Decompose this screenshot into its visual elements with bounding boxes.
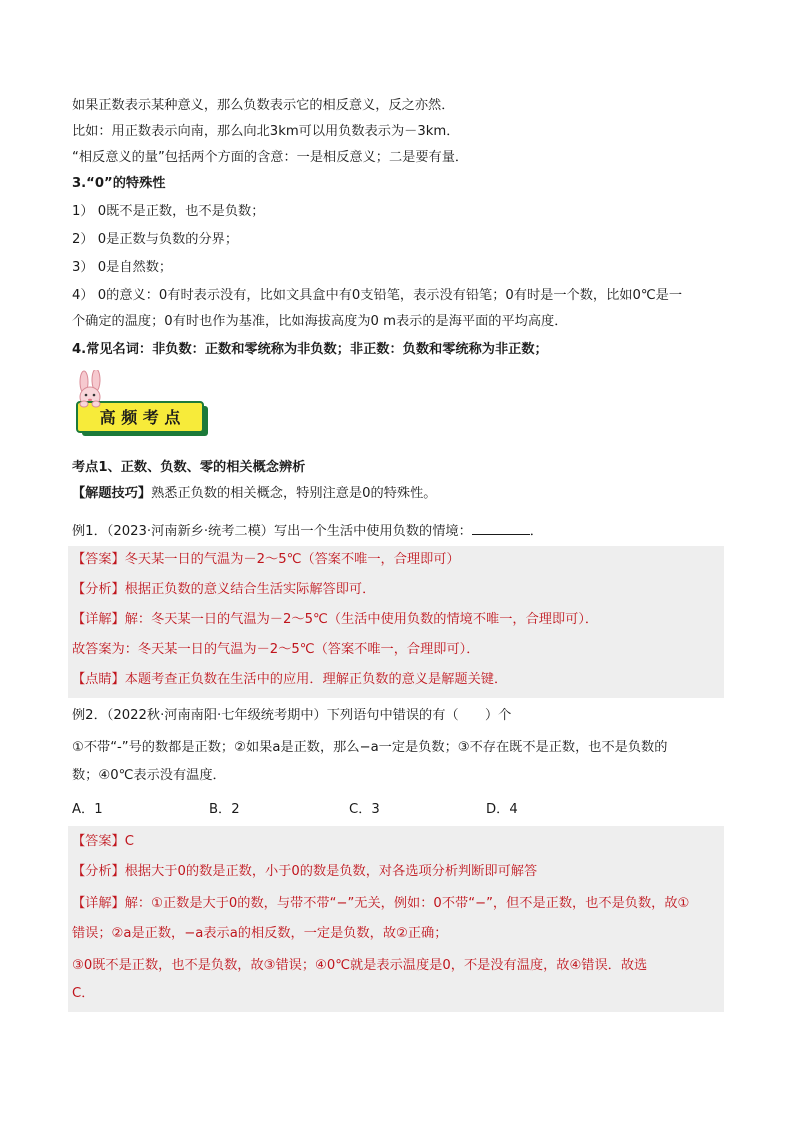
terms-line: 4.常见名词：非负数：正数和零统称为非负数；非正数：负数和零统称为非正数； xyxy=(72,342,548,357)
zero-item-1: 1） 0既不是正数，也不是负数； xyxy=(72,204,265,219)
intro-line-2: 比如：用正数表示向南，那么向北3km可以用负数表示为－3km． xyxy=(72,124,460,139)
ex1-detail xyxy=(72,610,598,630)
ex2-solution-box xyxy=(68,826,724,1012)
ex2-detail-text-1: 解：①正数是大于0的数，与带不带“−”无关，例如：0不带“−”，但不是正数，也不是负数，故① xyxy=(124,896,690,911)
ex1-stem-end: ． xyxy=(529,524,543,539)
zero-item-2: 2） 0是正数与负数的分界； xyxy=(72,232,239,247)
ex1-analysis-tag: 【分析】 xyxy=(72,582,125,597)
ex2-answer-tag: 【答案】 xyxy=(72,834,125,849)
intro-line-3: “相反意义的量”包括两个方面的含意：一是相反意义；二是要有量． xyxy=(72,150,469,165)
zero-section-heading: 3.“0”的特殊性 xyxy=(72,176,166,191)
section-badge xyxy=(74,370,210,440)
kp1-tip-text: 熟悉正负数的相关概念，特别注意是0的特殊性。 xyxy=(151,486,437,501)
ex1-comment xyxy=(72,670,507,690)
ex2-answer-text: C xyxy=(124,834,134,849)
ex2-detail-4: C． xyxy=(72,986,95,1001)
ex2-analysis-text: 根据大于0的数是正数，小于0的数是负数，对各选项分析判断即可解答 xyxy=(124,864,538,879)
ex1-answer-blank xyxy=(472,520,530,535)
ex1-answer xyxy=(72,550,460,570)
ex1-comment-text: 本题考查正负数在生活中的应用．理解正负数的意义是解题关键． xyxy=(124,672,508,687)
ex1-answer-tag: 【答案】 xyxy=(72,552,125,567)
ex1-detail-tag: 【详解】 xyxy=(72,612,125,627)
ex1-solution-box xyxy=(68,546,724,698)
ex1-analysis-text: 根据正负数的意义结合生活实际解答即可． xyxy=(124,582,376,597)
zero-item-4b: 个确定的温度；0有时也作为基准，比如海拔高度为0 m表示的是海平面的平均高度． xyxy=(72,314,568,329)
zero-item-3: 3） 0是自然数； xyxy=(72,260,173,275)
ex1-answer-text: 冬天某一日的气温为－2～5℃（答案不唯一，合理即可） xyxy=(124,552,460,567)
ex2-options xyxy=(72,800,672,820)
ex1-stem-text: 例1．（2023·河南新乡·统考二模）写出一个生活中使用负数的情境： xyxy=(72,524,472,539)
ex2-detail-2: 错误；②a是正数，−a表示a的相反数，一定是负数，故②正确； xyxy=(72,926,448,941)
ex2-statement-2: 数；④0℃表示没有温度． xyxy=(72,768,226,783)
ex1-analysis xyxy=(72,580,375,600)
kp1-tip-tag: 【解题技巧】 xyxy=(72,486,152,501)
ex1-stem xyxy=(72,520,543,542)
ex2-option-a: A．1 xyxy=(72,802,103,817)
ex2-stem: 例2．（2022秋·河南南阳·七年级统考期中）下列语句中错误的有（ ）个 xyxy=(72,708,512,723)
ex2-option-d: D．4 xyxy=(486,802,518,817)
ex2-statement-1: ①不带“-”号的数都是正数；②如果a是正数，那么−a一定是负数；③不存在既不是正数，也不是负数的 xyxy=(72,740,668,755)
ex2-detail-3: ③0既不是正数，也不是负数，故③错误；④0℃就是表示温度是0，不是没有温度，故④错误．故选 xyxy=(72,958,648,973)
ex2-option-c: C．3 xyxy=(349,802,380,817)
ex2-analysis xyxy=(72,862,537,882)
ex2-detail-1 xyxy=(72,894,689,914)
kp1-tip xyxy=(72,484,436,504)
ex2-answer xyxy=(72,832,134,852)
ex1-detail-text: 解：冬天某一日的气温为－2～5℃（生活中使用负数的情境不唯一，合理即可）． xyxy=(124,612,599,627)
ex2-analysis-tag: 【分析】 xyxy=(72,864,125,879)
ex1-conclusion: 故答案为：冬天某一日的气温为－2～5℃（答案不唯一，合理即可）． xyxy=(72,642,480,657)
zero-item-4a: 4） 0的意义：0有时表示没有，比如文具盒中有0支铅笔，表示没有铅笔；0有时是一个数，比如0℃是一 xyxy=(72,288,683,303)
bunny-badge-icon xyxy=(74,370,210,440)
kp1-title: 考点1、正数、负数、零的相关概念辨析 xyxy=(72,460,306,475)
badge-label: 高 频 考 点 xyxy=(99,408,181,427)
ex2-option-b: B．2 xyxy=(209,802,240,817)
ex1-comment-tag: 【点睛】 xyxy=(72,672,125,687)
ex2-detail-tag: 【详解】 xyxy=(72,896,125,911)
intro-line-1: 如果正数表示某种意义，那么负数表示它的相反意义，反之亦然． xyxy=(72,98,455,113)
